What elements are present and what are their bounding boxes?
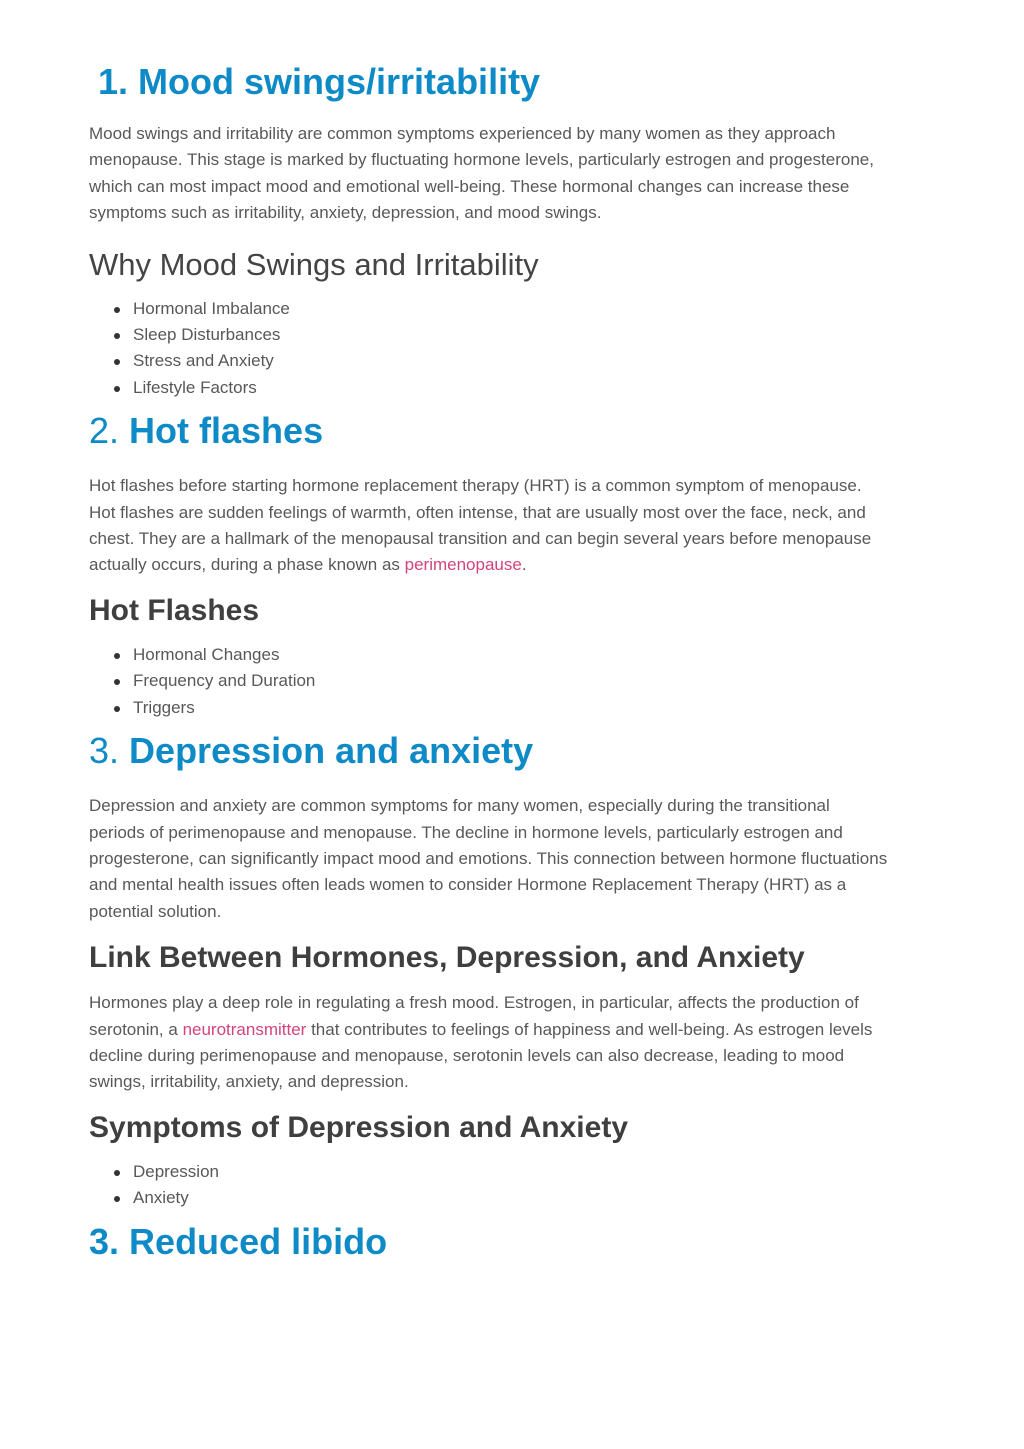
neurotransmitter-link[interactable]: neurotransmitter (182, 1019, 307, 1039)
paragraph-text: Hot flashes before starting hormone replacement therapy (HRT) is a common symptom of menopause. Hot flashes are sudden feelings of warmth, often intense, that are usually most over the face, neck, and chest. They are a hallmark of the menopausal transition and can begin several years before menopause actually occurs, during a phase known as (89, 476, 872, 575)
list-item: Anxiety (133, 1185, 889, 1211)
section-number: 3. (89, 730, 120, 772)
section-heading-depression-anxiety (89, 727, 889, 775)
paragraph-hot-flashes (89, 473, 889, 579)
list-item: Hormonal Imbalance (133, 296, 889, 322)
list-item: Triggers (133, 695, 889, 721)
list-depression-symptoms (89, 1159, 889, 1212)
list-item: Lifestyle Factors (133, 375, 889, 401)
subheading-symptoms-depression: Symptoms of Depression and Anxiety (89, 1110, 629, 1144)
section-title: Hot flashes (129, 410, 324, 452)
paragraph-text: . (521, 555, 527, 575)
list-hot-flashes (89, 642, 889, 721)
section-title: Reduced libido (129, 1220, 388, 1262)
list-item: Frequency and Duration (133, 668, 889, 694)
paragraph-hormones-serotonin (89, 990, 889, 1096)
section-title: Mood swings/irritability (138, 61, 541, 102)
section-number: 2. (89, 410, 120, 452)
list-item: Hormonal Changes (133, 642, 889, 668)
paragraph-text: Hormones play a deep role in regulating a fresh mood. Estrogen, in particular, affects the production of serotonin, a (89, 993, 859, 1039)
section-heading-hot-flashes (89, 407, 889, 455)
list-item: Sleep Disturbances (133, 322, 889, 348)
perimenopause-link[interactable]: perimenopause (404, 555, 522, 575)
section-number: 1. (98, 61, 129, 102)
list-mood-swings-causes (89, 296, 889, 402)
list-item: Depression (133, 1159, 889, 1185)
paragraph-mood-swings: Mood swings and irritability are common symptoms experienced by many women as they approach menopause. This stage is marked by fluctuating hormone levels, particularly estrogen and progesterone, which can most impact mood and emotional well-being. These hormonal changes can increase these symptoms such as irritability, anxiety, depression, and mood swings. (89, 124, 874, 223)
article-content (89, 58, 889, 1266)
list-item: Stress and Anxiety (133, 348, 889, 374)
subheading-why-mood-swings: Why Mood Swings and Irritability (89, 246, 539, 282)
subheading-hot-flashes: Hot Flashes (89, 593, 260, 627)
section-number: 3. (89, 1220, 120, 1262)
section-heading-mood-swings (89, 58, 889, 106)
subheading-link-hormones: Link Between Hormones, Depression, and Anxiety (89, 941, 805, 975)
paragraph-depression-anxiety: Depression and anxiety are common symptoms for many women, especially during the transitional periods of perimenopause and menopause. The decline in hormone levels, particularly estrogen and progesterone, can significantly impact mood and emotions. This connection between hormone fluctuations and mental health issues often leads women to consider Hormone Replacement Therapy (HRT) as a potential solution. (89, 796, 888, 921)
section-heading-reduced-libido (89, 1218, 889, 1266)
paragraph-text: that contributes to feelings of happiness and well-being. As estrogen levels decline during perimenopause and menopause, serotonin levels can also decrease, leading to mood swings, irritability, anxiety, and depression. (89, 1019, 873, 1092)
section-title: Depression and anxiety (129, 730, 534, 772)
